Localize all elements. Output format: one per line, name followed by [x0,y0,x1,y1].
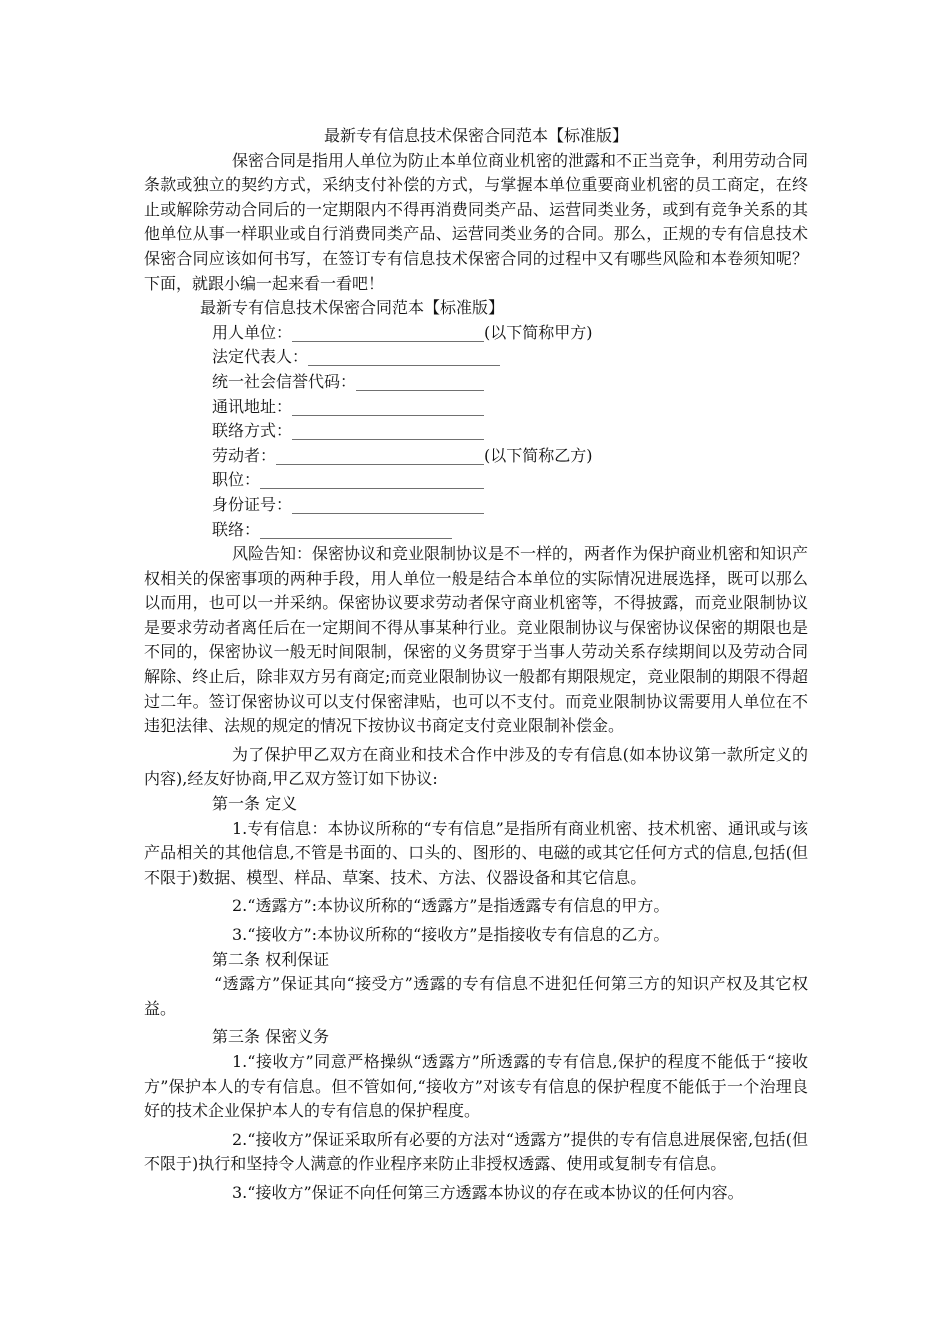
contract-subtitle: 最新专有信息技术保密合同范本【标准版】 [200,298,505,318]
preamble-paragraph: 为了保护甲乙双方在商业和技术合作中涉及的专有信息(如本协议第一款所定义的内容),经友好协商,甲乙双方签订如下协议: [144,744,808,789]
legal-representative-field: 法定代表人：________________________ [212,347,501,367]
employer-field: 用人单位：________________________(以下简称甲方) [212,322,593,342]
document-title: 最新专有信息技术保密合同范本【标准版】 [323,126,628,145]
credit-code-field: 统一社会信誉代码：________________ [212,371,485,391]
article1-item: 1.专有信息：本协议所称的“专有信息”是指所有商业机密、技术机密、通讯或与该产品相关的其他信息,不管是书面的、口头的、图形的、电磁的或其它任何方式的信息,包括(但不限于)数据、模型、样品、草案、技术、方法、仪器设备和其它信息。 [144,818,808,887]
address-field: 通讯地址：________________________ [212,396,485,416]
article1-item: 2.“透露方”:本协议所称的“透露方”是指透露专有信息的甲方。 [232,896,670,916]
article3-heading: 第三条 保密义务 [212,1027,330,1047]
article3-item: 3.“接收方”保证不向任何第三方透露本协议的存在或本协议的任何内容。 [232,1182,744,1202]
contact-method-field: 联络方式：________________________ [212,421,485,441]
risk-notice-paragraph: 风险告知：保密协议和竞业限制协议是不一样的，两者作为保护商业机密和知识产权相关的保密事项的两种手段，用人单位一般是结合本单位的实际情况进展选择，既可以那么以而用，也可以一并采纳。保密协议要求劳动者保守商业机密等，不得披露，而竞业限制协议是要求劳动者离任后在一定期间不得从事某种行业。竞业限制协议与保密协议保密的期限也是不同的，保密协议一般无时间限制，保密的义务贯穿于当事人劳动关系存续期间以及劳动合同解除、终止后，除非双方另有商定;而竞业限制协议一般都有期限规定，竞业限制的期限不得超过二年。签订保密协议可以支付保密津贴，也可以不支付。而竞业限制协议需要用人单位在不违犯法律、法规的规定的情况下按协议书商定支付竞业限制补偿金。 [144,544,809,736]
document-page [144,124,808,1206]
id-number-field: 身份证号：________________________ [212,494,485,514]
position-field: 职位：____________________________ [212,470,485,490]
intro-paragraph: 保密合同是指用人单位为防止本单位商业机密的泄露和不正当竞争，利用劳动合同条款或独立的契约方式，采纳支付补偿的方式，与掌握本单位重要商业机密的员工商定，在终止或解除劳动合同后的一定期限内不得再消费同类产品、运营同类业务，或到有竞争关系的其他单位从事一样职业或自行消费同类产品、运营同类业务的合同。那么，正规的专有信息技术保密合同应该如何书写，在签订专有信息技术保密合同的过程中又有哪些风险和本卷须知呢？下面，就跟小编一起来看一看吧！ [144,150,809,293]
article1-item: 3.“接收方”:本协议所称的“接收方”是指接收专有信息的乙方。 [232,925,670,944]
contact-field: 联络：________________________ [212,519,453,539]
article2-item: “透露方”保证其向“接受方”透露的专有信息不进犯任何第三方的知识产权及其它权益。 [144,974,808,1018]
article1-heading: 第一条 定义 [212,794,298,814]
article2-heading: 第二条 权利保证 [212,949,330,969]
employee-field: 劳动者：__________________________(以下简称乙方) [212,445,593,465]
party-info-block [144,321,808,542]
article3-item: 1.“接收方”同意严格操纵“透露方”所透露的专有信息,保护的程度不能低于“接收方”保护本人的专有信息。但不管如何,“接收方”对该专有信息的保护程度不能低于一个治理良好的技术企业保护本人的专有信息的保护程度。 [144,1051,808,1121]
article3-item: 2.“接收方”保证采取所有必要的方法对“透露方”提供的专有信息进展保密,包括(但不限于)执行和坚持令人满意的作业程序来防止非授权透露、使用或复制专有信息。 [144,1129,808,1174]
